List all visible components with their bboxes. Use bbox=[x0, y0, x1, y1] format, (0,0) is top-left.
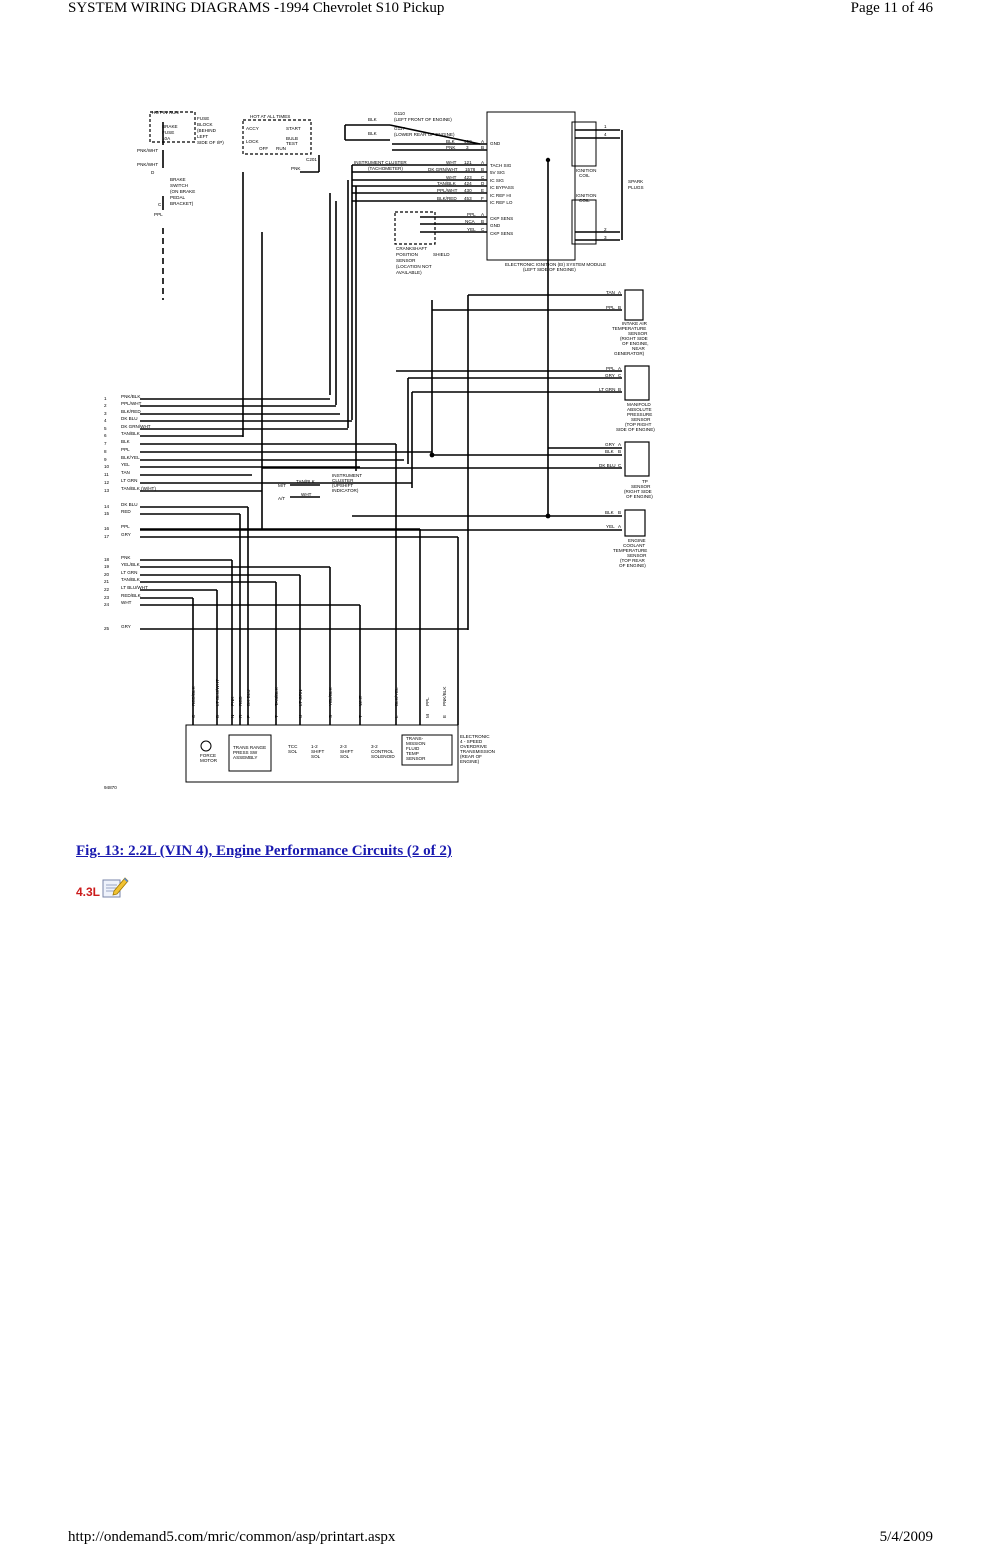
trans-wire-label: PNK bbox=[230, 696, 235, 706]
pin-label: B bbox=[481, 145, 485, 150]
wire-label: NCA bbox=[465, 219, 475, 224]
ckp-sensor-label: POSITION bbox=[396, 252, 418, 257]
trans-component-label: 1-2 bbox=[311, 744, 318, 749]
brake-switch-label: BRACKET) bbox=[170, 201, 194, 206]
tp-sensor-label: SENSOR bbox=[631, 484, 651, 489]
wire-label: BLK bbox=[605, 510, 614, 515]
fuse-label: FUSE bbox=[162, 130, 175, 135]
wire-label: BLK/RED bbox=[437, 196, 457, 201]
brake-switch-label: (ON BRAKE bbox=[170, 189, 196, 194]
ei-input-label: TACH SIG bbox=[490, 163, 512, 168]
pcm-pin-number: 21 bbox=[104, 579, 110, 584]
pcm-wire-label: PPL bbox=[121, 524, 130, 529]
transmission-label: ELECTRONIC bbox=[460, 734, 490, 739]
instrument-cluster-label: INDICATOR) bbox=[332, 488, 359, 493]
pcm-wire-label: PPL bbox=[121, 447, 130, 452]
figure-caption-link[interactable]: Fig. 13: 2.2L (VIN 4), Engine Performance Circuits (2 of 2) bbox=[76, 843, 452, 859]
wire-label: DK BLU bbox=[599, 463, 616, 468]
map-sensor-label: PRESSURE bbox=[627, 412, 653, 417]
wire-label: YEL bbox=[606, 524, 615, 529]
trans-type-label: M/T bbox=[278, 483, 286, 488]
tp-sensor-label: OF ENGINE) bbox=[626, 494, 653, 499]
pin-label: C bbox=[158, 202, 162, 207]
ei-input-label: IC BYPASS bbox=[490, 185, 514, 190]
trans-component-label: FLUID bbox=[406, 746, 420, 751]
page-number: Page 11 of 46 bbox=[850, 0, 933, 16]
wire-label: WHT bbox=[301, 492, 312, 497]
trans-component-label: ASSEMBLY bbox=[233, 755, 258, 760]
pcm-wire-label: LT GRN bbox=[121, 570, 138, 575]
trans-pin-label: R bbox=[238, 714, 243, 718]
wire-label: PPL bbox=[606, 366, 615, 371]
fuse-label: LEFT bbox=[197, 134, 209, 139]
wire-label: PNK bbox=[446, 145, 456, 150]
ground-label: G117 bbox=[394, 126, 405, 131]
pcm-pin-number: 12 bbox=[104, 480, 110, 485]
footer-date: 5/4/2009 bbox=[879, 1529, 933, 1545]
trans-component-label: TCC bbox=[288, 744, 298, 749]
pcm-wire-label: PNK/BLK bbox=[121, 394, 141, 399]
pin-label: B bbox=[618, 305, 622, 310]
instrument-cluster-label: (TACHOMETER) bbox=[368, 166, 403, 171]
pin-label: D bbox=[151, 170, 155, 175]
wire-label: BLK bbox=[446, 139, 455, 144]
spark-plug-number: 4 bbox=[604, 132, 607, 137]
instrument-cluster-label: CLUSTER bbox=[332, 478, 354, 483]
circuit-label: 430 bbox=[464, 188, 472, 193]
ei-input-label: IC REF HI bbox=[490, 193, 511, 198]
pcm-pin-number: 2 bbox=[104, 403, 107, 408]
pcm-wire-label: LT GRN bbox=[121, 478, 138, 483]
pcm-pin-number: 7 bbox=[104, 441, 107, 446]
trans-pin-label: D bbox=[215, 714, 220, 718]
wire-label: PPL/WHT bbox=[437, 188, 458, 193]
trans-pin-label: U bbox=[298, 714, 303, 718]
iat-sensor-label: (RIGHT SIDE bbox=[620, 336, 648, 341]
pcm-wire-label: LT BLU/WHT bbox=[121, 585, 148, 590]
wire-label: TAN/BLK bbox=[437, 181, 456, 186]
pin-label: C bbox=[481, 175, 485, 180]
pcm-pin-number: 23 bbox=[104, 595, 110, 600]
ground-label: (LEFT FRONT OF ENGINE) bbox=[394, 117, 452, 122]
ei-input-label: GND bbox=[490, 141, 501, 146]
trans-pin-label: T bbox=[274, 715, 279, 718]
pcm-wire-label: WHT bbox=[121, 600, 132, 605]
wire-label: PNK/WHT bbox=[137, 162, 159, 167]
pcm-wire-label: PNK bbox=[121, 555, 131, 560]
instrument-cluster-label: INSTRUMENT bbox=[332, 473, 363, 478]
trans-component-label: PRESS SW bbox=[233, 750, 258, 755]
ei-input-label: CKP SENS bbox=[490, 231, 514, 236]
trans-wire-label: TAN/BLK bbox=[274, 687, 279, 706]
transmission-label: (REAR OF bbox=[460, 754, 482, 759]
circuit-label: 423 bbox=[464, 175, 472, 180]
trans-component-label: SOL bbox=[311, 754, 321, 759]
trans-component-label: TRANS- bbox=[406, 736, 424, 741]
wire-label: GRY bbox=[605, 442, 615, 447]
ect-sensor-label: COOLANT bbox=[623, 543, 646, 548]
pcm-pin-number: 11 bbox=[104, 472, 109, 477]
instrument-cluster-label: (UPSHIFT bbox=[332, 483, 354, 488]
pcm-pin-number: 10 bbox=[104, 464, 110, 469]
pcm-pin-number: 4 bbox=[104, 418, 107, 423]
trans-component-label: SENSOR bbox=[406, 756, 426, 761]
map-sensor-label: SIDE OF ENGINE) bbox=[616, 427, 655, 432]
spark-plug-number: 3 bbox=[604, 235, 607, 240]
pcm-wire-label: DK BLU bbox=[121, 416, 138, 421]
pcm-wire-label: TAN bbox=[121, 470, 130, 475]
ckp-sensor-label: CRANKSHAFT bbox=[396, 246, 428, 251]
ignition-pos-label: BULB bbox=[286, 136, 299, 141]
brake-switch-label: SWITCH bbox=[170, 183, 189, 188]
pcm-wire-label: DK BLU bbox=[121, 502, 138, 507]
pcm-wire-label: DK GRN/WHT bbox=[121, 424, 151, 429]
trans-wire-label: WHT bbox=[358, 695, 363, 706]
trans-component-label: MISSION bbox=[406, 741, 426, 746]
ei-input-label: GND bbox=[490, 223, 501, 228]
pcm-pin-number: 19 bbox=[104, 564, 110, 569]
ei-input-label: IC REF LO bbox=[490, 200, 513, 205]
pcm-pin-number: 5 bbox=[104, 426, 107, 431]
trans-pin-label: C bbox=[191, 714, 196, 718]
trans-pin-label: E bbox=[442, 714, 447, 718]
pin-label: C bbox=[481, 227, 485, 232]
fuse-hot-label: HOT IN RUN bbox=[152, 110, 179, 115]
trans-component-label: TEMP bbox=[406, 751, 419, 756]
trans-wire-label: PNK/BLK bbox=[442, 686, 447, 706]
iat-sensor-label: TEMPERATURE bbox=[612, 326, 647, 331]
pcm-pin-number: 3 bbox=[104, 411, 107, 416]
iat-sensor-label: SENSOR bbox=[628, 331, 648, 336]
pcm-pin-number: 25 bbox=[104, 626, 110, 631]
ckp-sensor-label: SENSOR bbox=[396, 258, 416, 263]
fuse-label: BLOCK bbox=[197, 122, 213, 127]
trans-type-label: A/T bbox=[278, 496, 286, 501]
trans-wire-label: DK BLU bbox=[246, 689, 251, 706]
pin-label: C bbox=[618, 373, 622, 378]
circuit-label: 3 bbox=[466, 145, 469, 150]
map-sensor-label: (TOP RIGHT bbox=[625, 422, 652, 427]
fuse-label: FUSE bbox=[197, 116, 210, 121]
pin-label: A bbox=[618, 524, 622, 529]
wire-label: TAN bbox=[606, 290, 615, 295]
ect-sensor-label: OF ENGINE) bbox=[619, 563, 646, 568]
brake-switch-label: PEDAL bbox=[170, 195, 186, 200]
trans-pin-label: M bbox=[425, 714, 430, 718]
trans-component-label: MOTOR bbox=[200, 758, 218, 763]
instrument-cluster-label: INSTRUMENT CLUSTER bbox=[354, 160, 407, 165]
tp-sensor-label: (RIGHT SIDE bbox=[624, 489, 652, 494]
wire-label: PNK/WHT bbox=[137, 148, 159, 153]
ect-sensor-label: ENGINE bbox=[628, 538, 646, 543]
map-sensor-label: SENSOR bbox=[631, 417, 651, 422]
pin-label: C bbox=[618, 463, 622, 468]
ignition-pos-label: TEST bbox=[286, 141, 298, 146]
ei-input-label: 5V SIG bbox=[490, 170, 505, 175]
coil-label: COIL bbox=[579, 198, 590, 203]
ect-sensor-label: SENSOR bbox=[627, 553, 647, 558]
spark-plug-label: SPARK bbox=[628, 179, 644, 184]
ground-label: G110 bbox=[394, 111, 405, 116]
coil-label: COIL bbox=[579, 173, 590, 178]
transmission-label: 4 - SPEED bbox=[460, 739, 483, 744]
pcm-wire-label: GRY bbox=[121, 532, 131, 537]
trans-wire-label: RED/BLK bbox=[191, 686, 196, 706]
wire-label: BLK bbox=[368, 131, 377, 136]
ground-label: (LOWER REAR OF ENGINE) bbox=[394, 132, 455, 137]
trans-pin-label: T bbox=[358, 715, 363, 718]
wire-label: TAN/BLK bbox=[296, 479, 315, 484]
wire-label: PPL bbox=[154, 212, 163, 217]
pcm-pin-number: 15 bbox=[104, 511, 110, 516]
trans-pin-label: P bbox=[246, 714, 251, 718]
pcm-wire-label: PPL/WHT bbox=[121, 401, 142, 406]
circuit-label: 121 bbox=[464, 160, 472, 165]
pcm-pin-number: 9 bbox=[104, 457, 107, 462]
spark-plug-number: 1 bbox=[604, 124, 607, 129]
pcm-pin-number: 1 bbox=[104, 396, 107, 401]
spark-plug-label: PLUGS bbox=[628, 185, 644, 190]
wire-label: DK GRN/WHT bbox=[428, 167, 458, 172]
pin-label: A bbox=[481, 139, 485, 144]
pin-label: D bbox=[481, 181, 485, 186]
pin-label: E bbox=[481, 188, 485, 193]
wire-label: WHT bbox=[446, 175, 457, 180]
page-header-title: SYSTEM WIRING DIAGRAMS -1994 Chevrolet S10 Pickup bbox=[68, 0, 445, 16]
wire-label: YEL bbox=[467, 227, 476, 232]
pcm-pin-number: 24 bbox=[104, 602, 110, 607]
wiring-diagram bbox=[0, 100, 1000, 800]
circuit-label: 1578 bbox=[465, 167, 476, 172]
engine-4-3l-link[interactable]: 4.3L bbox=[76, 885, 101, 899]
map-sensor-label: ABSOLUTE bbox=[627, 407, 652, 412]
pcm-pin-number: 13 bbox=[104, 488, 110, 493]
pin-label: A bbox=[618, 442, 622, 447]
wire-label: LT GRN bbox=[599, 387, 616, 392]
pcm-wire-label: TAN/BLK bbox=[121, 577, 140, 582]
pcm-pin-number: 16 bbox=[104, 526, 110, 531]
circuit-label: 450 bbox=[464, 139, 472, 144]
wire-label: BLK bbox=[368, 117, 377, 122]
ei-module-label: (LEFT SIDE OF ENGINE) bbox=[523, 267, 576, 272]
fuse-label: (BEHIND bbox=[197, 128, 216, 133]
coil-label: IGNITION bbox=[576, 193, 597, 198]
tp-sensor-label: TP bbox=[642, 479, 648, 484]
wire-label: PPL bbox=[467, 212, 476, 217]
trans-component-label: SOLENOID bbox=[371, 754, 395, 759]
ignition-pos-label: RUN bbox=[276, 146, 286, 151]
map-sensor-label: MANIFOLD bbox=[627, 402, 651, 407]
figure-id: 94870 bbox=[104, 785, 117, 790]
pin-label: B bbox=[618, 387, 622, 392]
trans-pin-label: S bbox=[328, 714, 333, 718]
coil-label: IGNITION bbox=[576, 168, 597, 173]
pcm-pin-number: 22 bbox=[104, 587, 110, 592]
connector-label: C201 bbox=[306, 157, 317, 162]
footer-url: http://ondemand5.com/mric/common/asp/printart.aspx bbox=[68, 1529, 396, 1545]
trans-component-label: SOL bbox=[288, 749, 298, 754]
pcm-wire-label: GRY bbox=[121, 624, 131, 629]
brake-switch-label: BRAKE bbox=[170, 177, 186, 182]
pcm-pin-number: 8 bbox=[104, 449, 107, 454]
trans-component-label: 3-2 bbox=[371, 744, 378, 749]
ect-sensor-label: (TOP REAR bbox=[620, 558, 645, 563]
iat-sensor-label: GENERATOR) bbox=[614, 351, 645, 356]
trans-wire-label: YEL/BLK bbox=[328, 687, 333, 706]
trans-pin-label: L bbox=[394, 715, 399, 718]
pcm-wire-label: BLK/RED bbox=[121, 409, 141, 414]
pcm-pin-number: 6 bbox=[104, 433, 107, 438]
pin-label: A bbox=[618, 290, 622, 295]
pcm-wire-label: TAN/BLK (W/HT) bbox=[121, 486, 156, 491]
ignition-pos-label: START bbox=[286, 126, 301, 131]
spark-plug-number: 2 bbox=[604, 227, 607, 232]
trans-component-label: SHIFT bbox=[311, 749, 325, 754]
wire-label: GRY bbox=[605, 373, 615, 378]
trans-wire-label: BLK/YEL bbox=[394, 687, 399, 706]
ei-input-label: IC SIG bbox=[490, 178, 504, 183]
trans-component-label: FORCE bbox=[200, 753, 217, 758]
ignition-pos-label: LOCK bbox=[246, 139, 259, 144]
fuse-label: 10A bbox=[162, 136, 171, 141]
wire-label: WHT bbox=[446, 160, 457, 165]
trans-wire-label: LT BLU/WHT bbox=[215, 679, 220, 706]
ei-module-label: ELECTRONIC IGNITION (EI) SYSTEM MODULE bbox=[505, 262, 607, 267]
trans-wire-label: LT GRN bbox=[298, 689, 303, 706]
pcm-wire-label: YEL bbox=[121, 462, 130, 467]
fuse-label: BRAKE bbox=[162, 124, 178, 129]
ignition-hot-label: HOT AT ALL TIMES bbox=[250, 114, 291, 119]
iat-sensor-label: INTAKE AIR bbox=[622, 321, 647, 326]
pin-label: F bbox=[481, 196, 484, 201]
trans-component-label: TRANS RANGE bbox=[233, 745, 267, 750]
trans-component-label: SHIFT bbox=[340, 749, 354, 754]
trans-component-label: CONTROL bbox=[371, 749, 394, 754]
pcm-pin-number: 18 bbox=[104, 557, 110, 562]
pcm-wire-label: TAN/BLK bbox=[121, 431, 140, 436]
fuse-label: SIDE OF I/P) bbox=[197, 140, 224, 145]
trans-wire-label: RED bbox=[238, 696, 243, 706]
iat-sensor-label: OF ENGINE, bbox=[622, 341, 649, 346]
pin-label: B bbox=[481, 219, 485, 224]
wire-label: PNK bbox=[291, 166, 301, 171]
ei-input-label: CKP SENS bbox=[490, 216, 514, 221]
trans-wire-label: PPL bbox=[425, 697, 430, 706]
transmission-label: OVERDRIVE bbox=[460, 744, 488, 749]
pin-label: A bbox=[481, 212, 485, 217]
pcm-wire-label: BLK bbox=[121, 439, 130, 444]
circuit-label: 453 bbox=[464, 196, 472, 201]
trans-component-label: 2-3 bbox=[340, 744, 347, 749]
pin-label: A bbox=[481, 160, 485, 165]
pin-label: A bbox=[618, 366, 622, 371]
shield-label: SHIELD bbox=[433, 252, 450, 257]
circuit-label: 424 bbox=[464, 181, 472, 186]
iat-sensor-label: NEAR bbox=[632, 346, 645, 351]
trans-component-label: SOL bbox=[340, 754, 350, 759]
pcm-wire-label: YEL/BLK bbox=[121, 562, 140, 567]
pcm-wire-label: RED bbox=[121, 509, 131, 514]
wire-label: BLK bbox=[605, 449, 614, 454]
ckp-sensor-label: AVAILABLE) bbox=[396, 270, 422, 275]
ignition-pos-label: OFF bbox=[259, 146, 269, 151]
pin-label: B bbox=[481, 167, 485, 172]
trans-pin-label: N bbox=[230, 714, 235, 718]
pcm-pin-number: 14 bbox=[104, 504, 110, 509]
ect-sensor-label: TEMPERATURE bbox=[613, 548, 648, 553]
pcm-pin-number: 20 bbox=[104, 572, 110, 577]
pcm-wire-label: RED/BLK bbox=[121, 593, 141, 598]
note-pencil-icon[interactable] bbox=[101, 875, 129, 899]
transmission-label: TRANSMISSION bbox=[460, 749, 495, 754]
pin-label: B bbox=[618, 449, 622, 454]
transmission-label: ENGINE) bbox=[460, 759, 480, 764]
ckp-sensor-label: (LOCATION NOT bbox=[396, 264, 432, 269]
ignition-pos-label: ACCY bbox=[246, 126, 259, 131]
wire-label: PPL bbox=[606, 305, 615, 310]
pcm-pin-number: 17 bbox=[104, 534, 110, 539]
pin-label: B bbox=[618, 510, 622, 515]
pcm-wire-label: BLK/YEL bbox=[121, 455, 140, 460]
